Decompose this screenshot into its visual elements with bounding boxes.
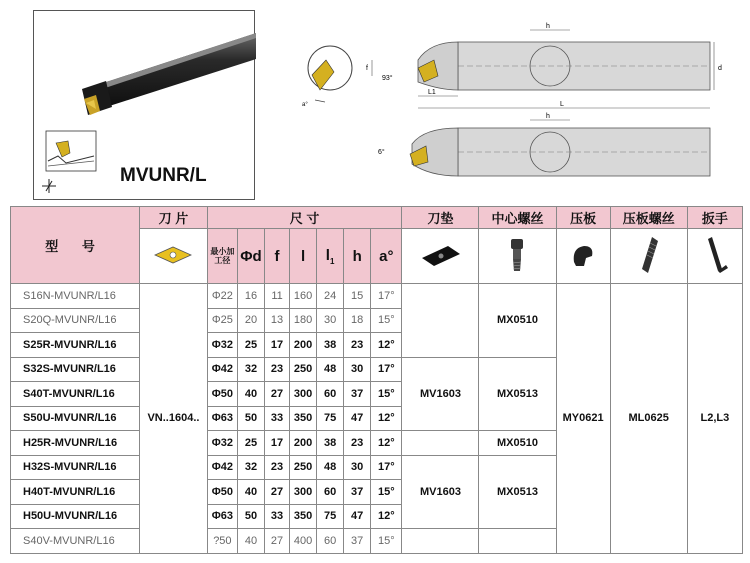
center-screw-cell: MX0510	[479, 431, 556, 456]
l-cell: 250	[290, 455, 317, 480]
l1-cell: 60	[317, 529, 344, 554]
type-header: 型 号	[11, 207, 140, 284]
wrench-header: 扳手	[687, 207, 742, 229]
center-screw-cell	[479, 529, 556, 554]
f-cell: 27	[265, 529, 290, 554]
f-cell: 27	[265, 480, 290, 505]
a-cell: 15°	[371, 308, 402, 333]
l-cell: 350	[290, 406, 317, 431]
shim-cell	[402, 431, 479, 456]
d-cell: 50	[237, 406, 264, 431]
l1-cell: 75	[317, 504, 344, 529]
clamp-screw-header: 压板螺丝	[610, 207, 687, 229]
model-cell: S50U-MVUNR/L16	[11, 406, 140, 431]
shim-icon-cell	[402, 229, 479, 284]
h-cell: 37	[344, 529, 371, 554]
a-cell: 17°	[371, 455, 402, 480]
l-cell: 250	[290, 357, 317, 382]
min-cell: Φ25	[207, 308, 237, 333]
model-cell: S40T-MVUNR/L16	[11, 382, 140, 407]
center-screw-cell: MX0510	[479, 284, 556, 358]
insert-header: 刀 片	[140, 207, 208, 229]
model-cell: S20Q-MVUNR/L16	[11, 308, 140, 333]
f-cell: 17	[265, 333, 290, 358]
model-cell: H25R-MVUNR/L16	[11, 431, 140, 456]
shim-header: 刀垫	[402, 207, 479, 229]
l-cell: 300	[290, 382, 317, 407]
l-cell: 160	[290, 284, 317, 309]
clamp-screw-icon-cell	[610, 229, 687, 284]
clamp-screw-icon	[634, 233, 664, 277]
d-cell: 32	[237, 357, 264, 382]
clamp-value-cell: MY0621	[556, 284, 610, 554]
angle-93-label: 93°	[382, 75, 393, 82]
min-bore-header: 最小加工径	[207, 229, 237, 284]
hex-key-icon	[700, 233, 730, 277]
wrench-icon-cell	[687, 229, 742, 284]
shim-icon	[418, 240, 462, 270]
center-screw-icon-cell	[479, 229, 556, 284]
a-cell: 17°	[371, 284, 402, 309]
model-cell: S32S-MVUNR/L16	[11, 357, 140, 382]
min-cell: Φ42	[207, 455, 237, 480]
h-header: h	[344, 229, 371, 284]
d-cell: 20	[237, 308, 264, 333]
d-cell: 25	[237, 333, 264, 358]
shim-cell: MV1603	[402, 455, 479, 529]
f-cell: 17	[265, 431, 290, 456]
l1-cell: 38	[317, 333, 344, 358]
l1-cell: 24	[317, 284, 344, 309]
f-header: f	[265, 229, 290, 284]
a-cell: 15°	[371, 480, 402, 505]
l1-cell: 38	[317, 431, 344, 456]
min-cell: Φ32	[207, 333, 237, 358]
h-top-label: h	[546, 23, 550, 30]
shim-cell	[402, 529, 479, 554]
h-cell: 30	[344, 455, 371, 480]
insert-value-cell: VN..1604..	[140, 284, 208, 554]
h-cell: 37	[344, 382, 371, 407]
d-cell: 40	[237, 382, 264, 407]
h-cell: 15	[344, 284, 371, 309]
min-cell: Φ32	[207, 431, 237, 456]
l1-cell: 60	[317, 382, 344, 407]
d-cell: 40	[237, 480, 264, 505]
model-cell: H50U-MVUNR/L16	[11, 504, 140, 529]
angle-6-label: 6°	[378, 149, 385, 156]
a-cell: 12°	[371, 431, 402, 456]
l-cell: 350	[290, 504, 317, 529]
a-cell: 12°	[371, 504, 402, 529]
f-cell: 11	[265, 284, 290, 309]
model-cell: H40T-MVUNR/L16	[11, 480, 140, 505]
d-cell: 50	[237, 504, 264, 529]
d-cell: 32	[237, 455, 264, 480]
l1-header: $l_1$	[317, 229, 344, 284]
wrench-value-cell: L2,L3	[687, 284, 742, 554]
h-cell: 30	[344, 357, 371, 382]
model-title: MVUNR/L	[120, 165, 207, 186]
h-cell: 37	[344, 480, 371, 505]
f-cell: 23	[265, 455, 290, 480]
table-row	[11, 284, 743, 309]
d-label: d	[718, 65, 722, 72]
a-cell: 17°	[371, 357, 402, 382]
model-cell: S40V-MVUNR/L16	[11, 529, 140, 554]
min-cell: Φ22	[207, 284, 237, 309]
center-screw-header: 中心螺丝	[479, 207, 556, 229]
min-cell: Φ50	[207, 480, 237, 505]
technical-drawing	[290, 20, 730, 190]
f-cell: 13	[265, 308, 290, 333]
min-cell: Φ42	[207, 357, 237, 382]
a-cell: 12°	[371, 333, 402, 358]
l1-cell: 30	[317, 308, 344, 333]
angle-a-label: a°	[302, 102, 308, 108]
model-cell: H32S-MVUNR/L16	[11, 455, 140, 480]
l-cell: 300	[290, 480, 317, 505]
f-cell: 23	[265, 357, 290, 382]
d-cell: 16	[237, 284, 264, 309]
min-cell: ?50	[207, 529, 237, 554]
h-cell: 47	[344, 504, 371, 529]
clamp-header: 压板	[556, 207, 610, 229]
min-cell: Φ63	[207, 406, 237, 431]
l-cell: 200	[290, 431, 317, 456]
L-label: L	[560, 101, 564, 108]
l-header: l	[290, 229, 317, 284]
l-cell: 180	[290, 308, 317, 333]
l1-cell: 75	[317, 406, 344, 431]
l-cell: 200	[290, 333, 317, 358]
shim-cell: MV1603	[402, 357, 479, 431]
l1-cell: 48	[317, 357, 344, 382]
l1-cell: 60	[317, 480, 344, 505]
h-bottom-label: h	[546, 113, 550, 120]
phi-d-header: Φd	[237, 229, 264, 284]
center-screw-cell: MX0513	[479, 455, 556, 529]
clamp-icon	[568, 240, 598, 270]
a-header: a°	[371, 229, 402, 284]
h-cell: 47	[344, 406, 371, 431]
f-label: f	[366, 65, 368, 72]
clamp-screw-value-cell: ML0625	[610, 284, 687, 554]
min-cell: Φ50	[207, 382, 237, 407]
h-cell: 23	[344, 333, 371, 358]
dimensions-header: 尺 寸	[207, 207, 402, 229]
f-cell: 33	[265, 504, 290, 529]
l-cell: 400	[290, 529, 317, 554]
a-cell: 15°	[371, 382, 402, 407]
model-cell: S25R-MVUNR/L16	[11, 333, 140, 358]
L1-label: L1	[428, 89, 436, 96]
center-screw-icon	[503, 235, 533, 275]
a-cell: 15°	[371, 529, 402, 554]
clamp-icon-cell	[556, 229, 610, 284]
h-cell: 23	[344, 431, 371, 456]
a-cell: 12°	[371, 406, 402, 431]
h-cell: 18	[344, 308, 371, 333]
d-cell: 40	[237, 529, 264, 554]
d-cell: 25	[237, 431, 264, 456]
l1-cell: 48	[317, 455, 344, 480]
diamond-insert-icon	[153, 244, 193, 266]
specification-table	[10, 206, 743, 554]
f-cell: 27	[265, 382, 290, 407]
insert-icon-cell	[140, 229, 208, 284]
center-screw-cell: MX0513	[479, 357, 556, 431]
model-cell: S16N-MVUNR/L16	[11, 284, 140, 309]
f-cell: 33	[265, 406, 290, 431]
min-cell: Φ63	[207, 504, 237, 529]
shim-cell	[402, 284, 479, 358]
